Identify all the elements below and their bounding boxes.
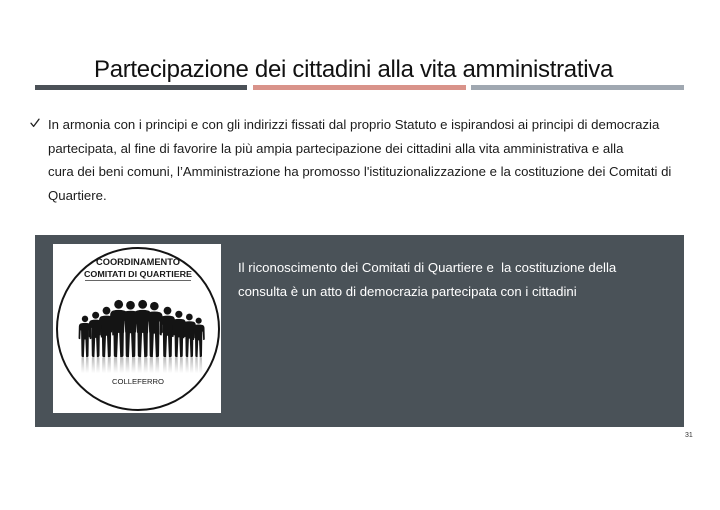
panel-text xyxy=(238,256,616,304)
title-divider-segment-middle xyxy=(253,85,466,90)
highlight-panel xyxy=(35,235,684,427)
bullet-line: partecipata, al fine di favorire la più ampia partecipazione dei cittadini alla vita amministrativa e alla xyxy=(48,140,624,156)
logo-subtitle-text: COMITATI DI QUARTIERE xyxy=(84,270,193,279)
logo-graphic xyxy=(53,244,221,413)
bullet-line: cura dei beni comuni, l’Amministrazione ha promosso l'istituzionalizzazione e la costituzione dei Comitati di xyxy=(48,164,672,180)
page-number: 31 xyxy=(685,432,693,439)
slide-title: Partecipazione dei cittadini alla vita amministrativa xyxy=(93,56,613,83)
checkmark-icon xyxy=(30,118,40,128)
logo-city-text: COLLEFERRO xyxy=(112,377,165,386)
logo-title-text: COORDINAMENTO xyxy=(96,257,180,267)
bullet-line: Quartiere. xyxy=(48,187,107,203)
title-divider-segment-right xyxy=(471,85,684,90)
bullet-paragraph xyxy=(48,113,671,207)
title-divider-segment-left xyxy=(35,85,247,90)
bullet-line: In armonia con i principi e con gli indirizzi fissati dal proprio Statuto e ispirandosi ai principi di democrazia xyxy=(48,117,660,132)
checkmark-stroke xyxy=(31,119,39,126)
comitati-logo xyxy=(53,244,221,413)
panel-text-line: Il riconoscimento dei Comitati di Quartiere e la costituzione della xyxy=(238,260,617,275)
panel-text-line: consulta è un atto di democrazia partecipata con i cittadini xyxy=(238,284,577,299)
